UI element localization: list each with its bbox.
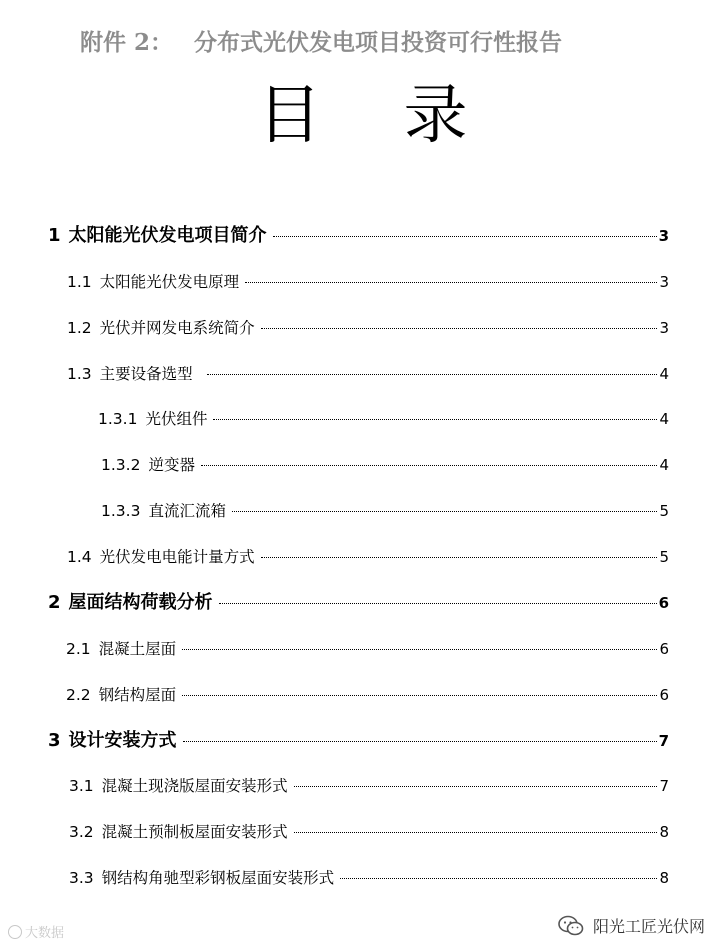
toc-entry[interactable] (48, 224, 669, 248)
watermark-left (8, 922, 64, 941)
watermark-left-text: 大数据 (25, 926, 65, 941)
watermark-logo-icon (8, 925, 22, 939)
toc-entry[interactable] (67, 545, 669, 569)
toc-entry-page: 5 (659, 548, 669, 566)
toc-leader-dots (183, 741, 657, 742)
toc-entry-number: 1.2 (67, 319, 92, 337)
toc-entry-page: 3 (659, 319, 669, 337)
toc-entry[interactable] (67, 316, 669, 340)
toc-entry-text: 光伏并网发电系统简介 (99, 319, 255, 337)
toc-entry-text: 光伏组件 (145, 410, 208, 428)
toc-entry-text: 主要设备选型 (99, 365, 193, 383)
toc-entry[interactable] (101, 499, 669, 523)
toc-entry-page: 5 (659, 502, 669, 520)
toc-entry-page: 7 (658, 732, 669, 750)
toc-entry-text: 太阳能光伏发电原理 (99, 273, 240, 291)
toc-entry-text: 光伏发电电能计量方式 (99, 548, 255, 566)
toc-entry-page: 3 (658, 227, 669, 245)
toc-entry-number: 2.2 (66, 686, 91, 704)
toc-entry-number: 3.2 (69, 823, 94, 841)
toc-entry-number: 1.3.1 (98, 410, 138, 428)
toc-entry-text: 钢结构屋面 (98, 686, 177, 704)
toc-leader-dots (213, 419, 657, 420)
toc-entry[interactable] (69, 866, 669, 890)
toc-entry-number: 1.3.3 (101, 502, 141, 520)
toc-entry-page: 4 (659, 365, 669, 383)
toc-entry-number: 1.1 (67, 273, 92, 291)
toc-entry-text: 钢结构角驰型彩钢板屋面安装形式 (101, 869, 335, 887)
toc-entry-text: 屋面结构荷载分析 (68, 592, 213, 613)
toc-entry[interactable] (69, 820, 669, 844)
document-title: 分布式光伏发电项目投资可行性报告 (194, 29, 562, 56)
toc-leader-dots (201, 465, 657, 466)
toc-entry-page: 8 (659, 869, 669, 887)
wechat-icon (557, 915, 585, 937)
toc-entry-page: 3 (659, 273, 669, 291)
toc-leader-dots (294, 832, 658, 833)
toc-leader-dots (232, 511, 657, 512)
toc-entry-text: 混凝土预制板屋面安装形式 (101, 823, 288, 841)
toc-entry-page: 8 (659, 823, 669, 841)
toc-entry[interactable] (67, 270, 669, 294)
toc-entry-number: 1 (48, 225, 61, 246)
attachment-label: 附件 2： (80, 29, 174, 56)
toc-entry[interactable] (66, 637, 669, 661)
toc-leader-dots (273, 236, 657, 237)
toc-entry[interactable] (69, 774, 669, 798)
toc-entry-page: 4 (659, 410, 669, 428)
toc-entry-number: 1.3 (67, 365, 92, 383)
toc-leader-dots (182, 695, 657, 696)
toc-entry-number: 1.3.2 (101, 456, 141, 474)
toc-heading-char-2: 录 (403, 79, 468, 153)
toc-entry-number: 3 (48, 730, 61, 751)
toc-entry-page: 4 (659, 456, 669, 474)
toc-entry-page: 6 (658, 594, 669, 612)
toc-entry[interactable] (67, 362, 669, 386)
toc-entry-text: 逆变器 (148, 456, 195, 474)
document-header (80, 24, 562, 57)
watermark-right (557, 914, 705, 937)
toc-heading (0, 78, 725, 154)
toc-entry-page: 6 (659, 686, 669, 704)
toc-leader-dots (207, 374, 658, 375)
toc-entry[interactable] (48, 591, 669, 615)
toc-entry-number: 1.4 (67, 548, 92, 566)
watermark-right-text: 阳光工匠光伏网 (592, 917, 705, 936)
toc-entry[interactable] (48, 729, 669, 753)
toc-heading-char-1: 目 (257, 79, 322, 153)
toc-entry-page: 6 (659, 640, 669, 658)
toc-leader-dots (261, 557, 658, 558)
toc-entry-page: 7 (659, 777, 669, 795)
toc-entry[interactable] (66, 683, 669, 707)
toc-entry[interactable] (98, 407, 669, 431)
toc-entry-number: 3.1 (69, 777, 94, 795)
toc-leader-dots (261, 328, 658, 329)
toc-entry-text: 太阳能光伏发电项目简介 (68, 225, 267, 246)
toc-leader-dots (245, 282, 657, 283)
toc-entry-text: 混凝土现浇版屋面安装形式 (101, 777, 288, 795)
toc-entry-text: 混凝土屋面 (98, 640, 177, 658)
toc-leader-dots (340, 878, 657, 879)
toc-leader-dots (294, 786, 658, 787)
toc-leader-dots (219, 603, 657, 604)
toc-entry-text: 设计安装方式 (68, 730, 177, 751)
toc-entry-text: 直流汇流箱 (148, 502, 226, 520)
toc-entry[interactable] (101, 453, 669, 477)
toc-entry-number: 3.3 (69, 869, 94, 887)
toc-entry-number: 2 (48, 592, 61, 613)
toc-entry-number: 2.1 (66, 640, 91, 658)
toc-leader-dots (182, 649, 657, 650)
